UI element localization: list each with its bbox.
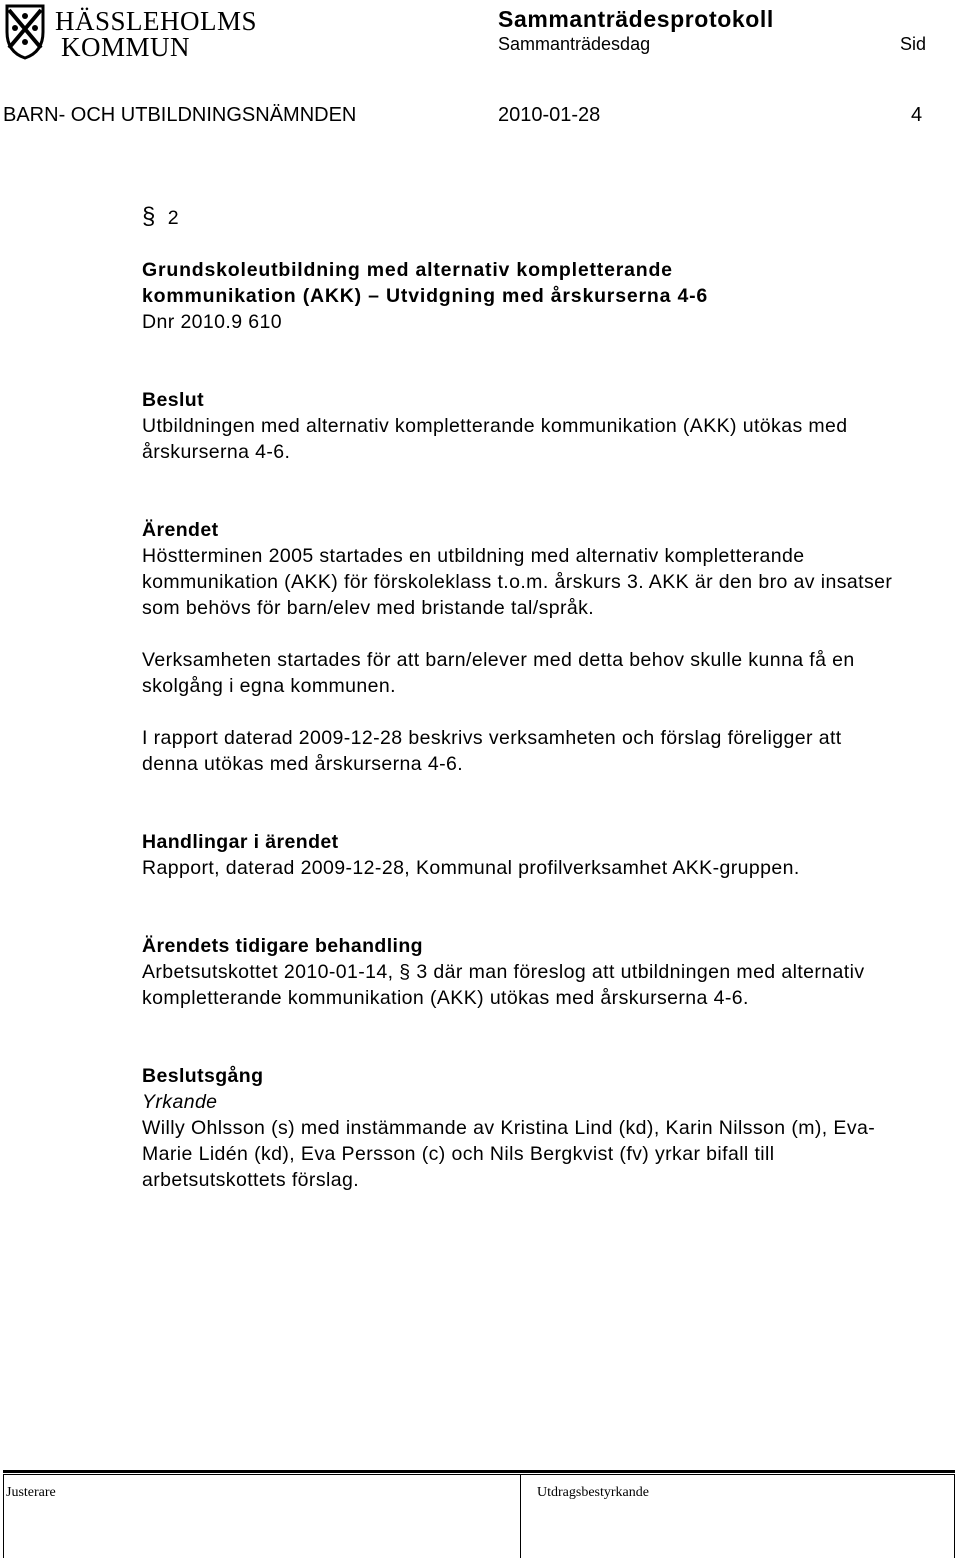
arendet-paragraph-3: I rapport daterad 2009-12-28 beskrivs verksamheten och förslag föreligger att denna utökas med årskurserna 4-6.: [142, 727, 842, 775]
coat-of-arms-icon: [3, 2, 47, 60]
section-symbol: §: [142, 203, 156, 230]
beslut-heading: Beslut: [142, 389, 204, 411]
org-name-line1: HÄSSLEHOLMS: [55, 6, 258, 36]
utdragsbestyrkande-label: Utdragsbestyrkande: [537, 1485, 649, 1500]
municipality-logo: [3, 2, 258, 62]
section-number: [142, 204, 932, 231]
meeting-date: 2010-01-28: [498, 104, 601, 126]
protocol-body: [142, 204, 932, 1193]
yrkande-subheading: Yrkande: [142, 1091, 218, 1113]
tidigare-behandling-heading: Ärendets tidigare behandling: [142, 935, 423, 957]
section-number-value: 2: [167, 207, 179, 229]
handlingar-heading: Handlingar i ärendet: [142, 831, 339, 853]
arendet-paragraph-2: Verksamheten startades för att barn/elever med detta behov skulle kunna få en skolgång i egna kommunen.: [142, 649, 855, 697]
handlingar-text: Rapport, daterad 2009-12-28, Kommunal profilverksamhet AKK-gruppen.: [142, 857, 800, 879]
footer-divider: [520, 1474, 521, 1558]
yrkande-text: Willy Ohlsson (s) med instämmande av Kristina Lind (kd), Karin Nilsson (m), Eva-Marie Lidén (kd), Eva Persson (c) och Nils Bergkvist (fv) yrkar bifall till arbetsutskottets förslag.: [142, 1117, 876, 1191]
arendet-paragraph-1: Höstterminen 2005 startades en utbildning med alternativ kompletterande kommunikation (AKK) för förskoleklass t.o.m. årskurs 3. AKK är den bro av insatser som behövs för barn/elev med bristande tal/språk.: [142, 545, 893, 619]
org-name-line2: KOMMUN: [61, 32, 191, 62]
footer-rule-thin: [3, 1474, 955, 1475]
beslut-text: Utbildningen med alternativ kompletterande kommunikation (AKK) utökas med årskurserna 4-6.: [142, 415, 848, 463]
document-title: Sammanträdesprotokoll: [498, 6, 774, 32]
tidigare-behandling-text: Arbetsutskottet 2010-01-14, § 3 där man föreslog att utbildningen med alternativ kompletterande kommunikation (AKK) utökas med årskurserna 4-6.: [142, 961, 865, 1009]
dnr: Dnr 2010.9 610: [142, 311, 283, 333]
page-label: Sid: [900, 34, 927, 54]
committee-name: BARN- OCH UTBILDNINGSNÄMNDEN: [3, 104, 357, 126]
section-title-line1: Grundskoleutbildning med alternativ kompletterande: [142, 259, 673, 281]
arendet-heading: Ärendet: [142, 519, 219, 541]
footer-divider: [954, 1474, 955, 1558]
beslutsgang-heading: Beslutsgång: [142, 1065, 264, 1087]
footer-rule: [3, 1470, 955, 1473]
footer-divider: [3, 1474, 4, 1558]
section-title-line2: kommunikation (AKK) – Utvidgning med årskurserna 4-6: [142, 285, 709, 307]
page-number: 4: [911, 104, 923, 126]
justerare-label: Justerare: [6, 1485, 56, 1500]
meeting-date-label: Sammanträdesdag: [498, 34, 651, 54]
